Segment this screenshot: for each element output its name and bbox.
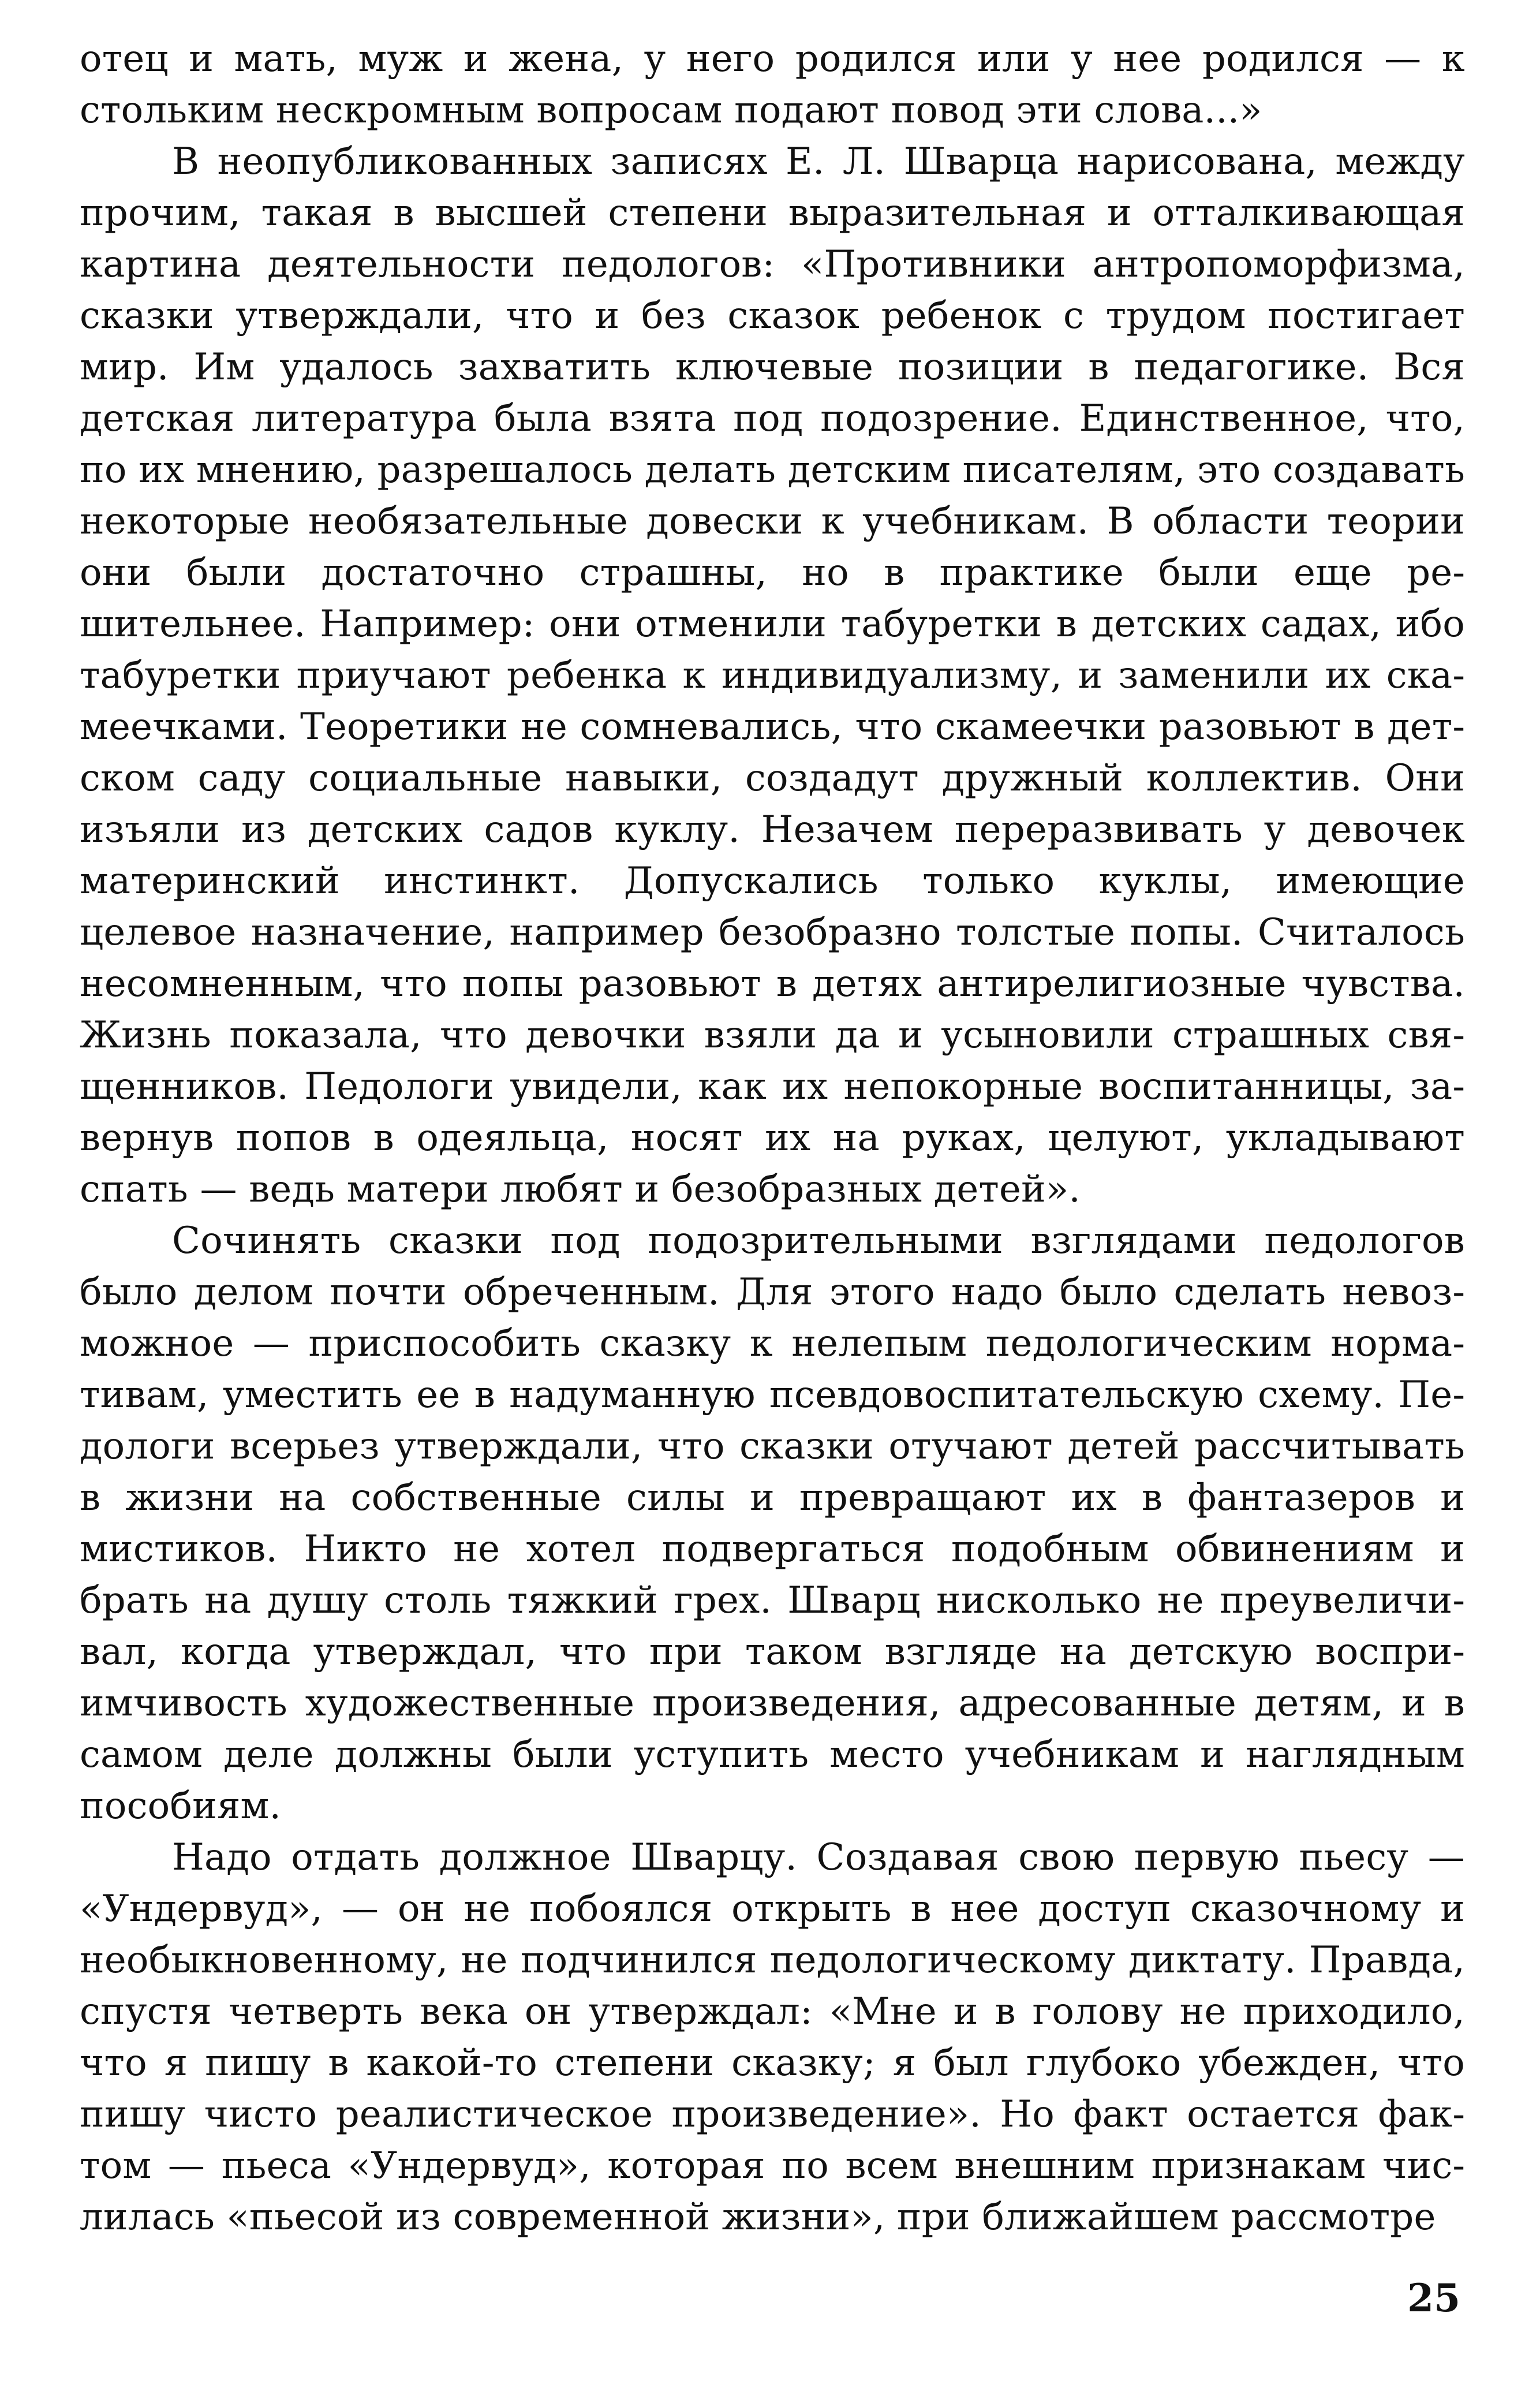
paragraph-shvarts-notes: В неопубликованных записях Е. Л. Шварца нарисована, между прочим, такая в высшей степени выразительная и отталкивающая картина деятельности педологов: «Противники антропоморфизма, сказки утверждали, что и без сказок ребенок с трудом постигает мир. Им удалось захватить ключевые позиции в педагогике. Вся детская литература была взята под подозрение. Единственное, что, по их мнению, разрешалось делать детским писателям, это создавать некоторые необязательные довески к учебникам. В области теории они были достаточно страшны, но в практике были еще решительнее. Например: они отменили табуретки в детских садах, ибо табуретки приучают ребенка к индивидуализму, и заменили их скамеечками. Теоретики не сомневались, что скамеечки разовьют в детском саду социальные навыки, создадут дружный коллектив. Они изъяли из детских садов куклу. Незачем переразвивать у девочек материнский инстинкт. Допускались только куклы, имеющие целевое назначение, например безобразно толстые попы. Считалось несомненным, что попы разовьют в детях антирелигиозные чувства. Жизнь показала, что девочки взяли да и усыновили страшных священников. Педологи увидели, как их непокорные воспитанницы, завернув попов в одеяльца, носят их на руках, целуют, укладывают спать — ведь матери любят и безобразных детей». [80, 140, 1465, 1211]
body-text [80, 33, 1465, 2243]
page-number: 25 [1407, 2276, 1460, 2321]
paragraph-continuation: отец и мать, муж и жена, у него родился или у нее родился — к стольким нескромным вопросам подают повод эти слова...» [80, 38, 1465, 132]
paragraph-underwood: Надо отдать должное Шварцу. Создавая свою первую пьесу — «Ундервуд», — он не побоялся открыть в нее доступ сказочному и необыкновенному, не подчинился педологическому диктату. Правда, спустя четверть века он утверждал: «Мне и в голову не приходило, что я пишу в какой-то степени сказку; я был глубоко убежден, что пишу чисто реалистическое произведение». Но факт остается фактом — пьеса «Ундервуд», которая по всем внешним признакам числилась «пьесой из современной жизни», при ближайшем рассмотре [80, 1836, 1465, 2239]
paragraph-fairy-tales: Сочинять сказки под подозрительными взглядами педологов было делом почти обреченным. Для этого надо было сделать невозможное — приспособить сказку к нелепым педологическим нормативам, уместить ее в надуманную псевдовоспитательскую схему. Педологи всерьез утверждали, что сказки отучают детей рассчитывать в жизни на собственные силы и превращают их в фантазеров и мистиков. Никто не хотел подвергаться подобным обвинениям и брать на душу столь тяжкий грех. Шварц нисколько не преувеличивал, когда утверждал, что при таком взгляде на детскую восприимчивость художественные произведения, адресованные детям, и в самом деле должны были уступить место учебникам и наглядным пособиям. [80, 1219, 1465, 1827]
